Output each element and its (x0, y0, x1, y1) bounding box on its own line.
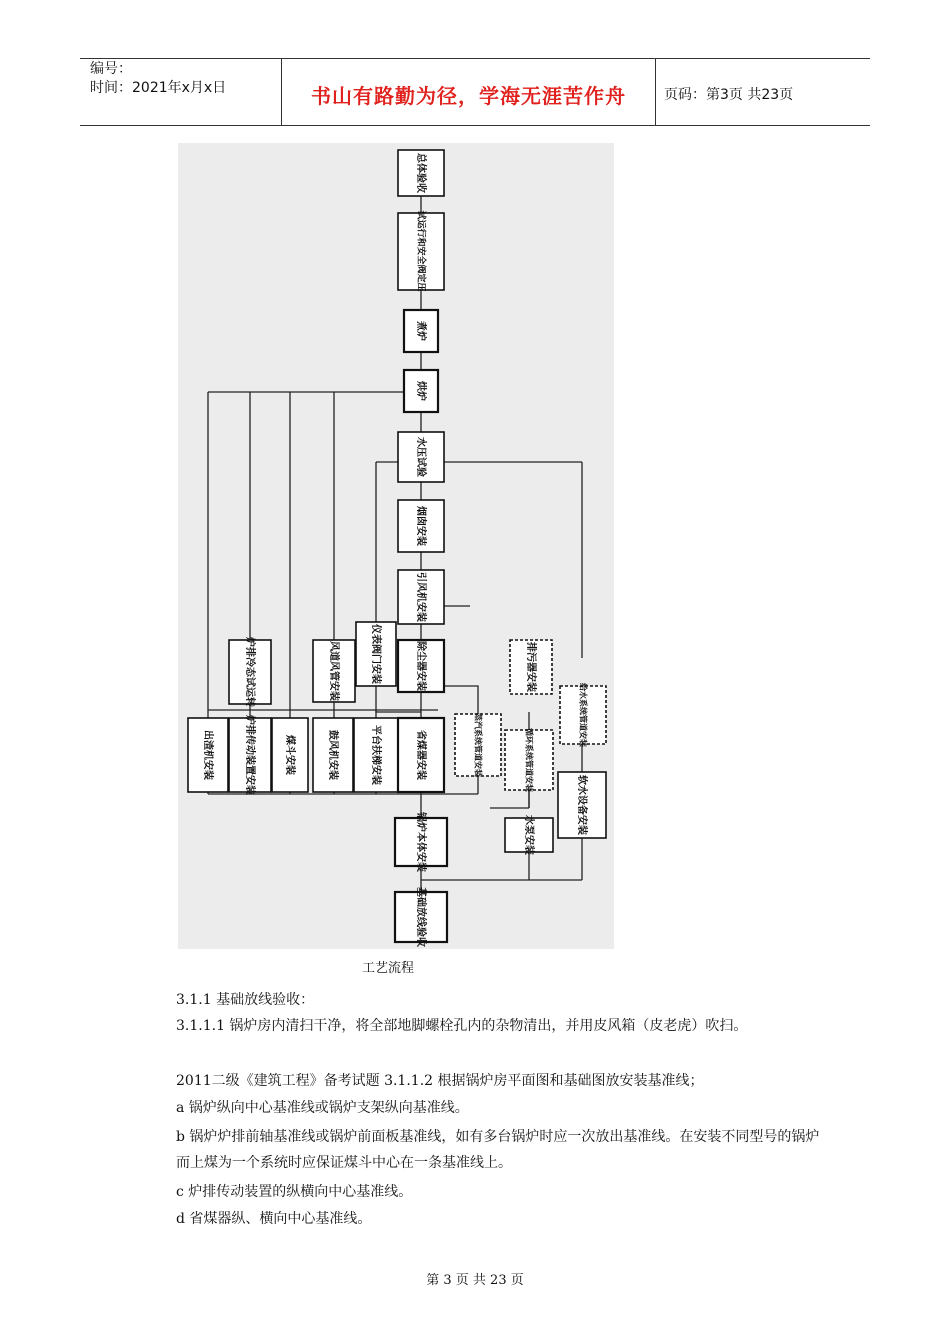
step-blowdown: 排污器安装 (525, 642, 536, 692)
step-coal-hopper: 煤斗安装 (284, 735, 295, 775)
step-hydro-test: 水压试验 (415, 437, 426, 477)
step-chimney: 烟囱安装 (415, 506, 426, 546)
diagram-caption: 工艺流程 (362, 961, 415, 976)
step-instrument-valve: 仪表阀门安装 (370, 624, 381, 684)
header-motto: 书山有路勤为径，学海无涯苦作舟 (311, 84, 626, 108)
step-boiling: 煮炉 (415, 321, 426, 341)
step-baking: 烘炉 (415, 381, 426, 401)
step-grate-drive: 炉排传动装置安装 (244, 715, 255, 795)
step-economizer: 省煤器安装 (415, 730, 426, 780)
number-label: 编号： (90, 61, 132, 77)
paragraph-c: c 炉排传动装置的纵横向中心基准线。 (176, 1184, 413, 1200)
step-trial-run: 试运行和安全阀定压 (415, 210, 426, 292)
step-platform: 平台扶梯安装 (370, 725, 381, 785)
step-foundation: 基础放线验收 (415, 887, 426, 947)
paragraph-d: d 省煤器纵、横向中心基准线。 (176, 1211, 372, 1227)
diagram-boxes (188, 150, 606, 942)
paragraph-3-1-1-1 (170, 1013, 822, 1039)
step-softener: 软水设备安装 (576, 775, 587, 835)
step-acceptance: 总体验收 (415, 153, 426, 193)
step-induced-fan: 引风机安装 (415, 572, 426, 622)
step-circulation: 循环系统管道安装 (524, 728, 534, 792)
step-feedwater-pipe: 给水系统管道安装 (578, 683, 588, 747)
paragraph-a: a 锅炉纵向中心基准线或锅炉支架纵向基准线。 (176, 1100, 469, 1116)
time-label: 时间：2021年x月x日 (90, 80, 227, 96)
step-dust-collector: 除尘器安装 (415, 641, 426, 691)
paragraph-text: 3.1.1.1 锅炉房内清扫干净，将全部地脚螺栓孔内的杂物清出，并用皮风箱（皮老虎）吹扫。 (176, 1018, 748, 1034)
page-footer: 第 3 页 共 23 页 (426, 1273, 524, 1288)
paragraph-text: b 锅炉炉排前轴基准线或锅炉前面板基准线，如有多台锅炉时应一次放出基准线。在安装不同型号的锅炉而上煤为一个系统时应保证煤斗中心在一条基准线上。 (176, 1129, 820, 1171)
header-page-info: 页码：第3页 共23页 (664, 87, 794, 103)
paragraph-3-1-1-2: 2011二级《建筑工程》备考试题 3.1.1.2 根据锅炉房平面图和基础图放安装基准线； (176, 1073, 704, 1089)
step-steam-pipe: 蒸汽系统管道安装 (473, 713, 483, 777)
paragraph-b (170, 1124, 822, 1176)
step-air-duct: 风道风管安装 (328, 641, 339, 701)
step-grate-cold-test: 炉排冷态试运转 (244, 637, 255, 707)
step-out-slag: 出渣机安装 (202, 730, 213, 780)
step-water-pump: 水泵安装 (523, 815, 534, 855)
step-boiler-body: 锅炉本体安装 (415, 812, 426, 872)
step-fan: 鼓风机安装 (327, 730, 338, 780)
paragraph-3-1-1: 3.1.1 基础放线验收： (176, 992, 315, 1008)
